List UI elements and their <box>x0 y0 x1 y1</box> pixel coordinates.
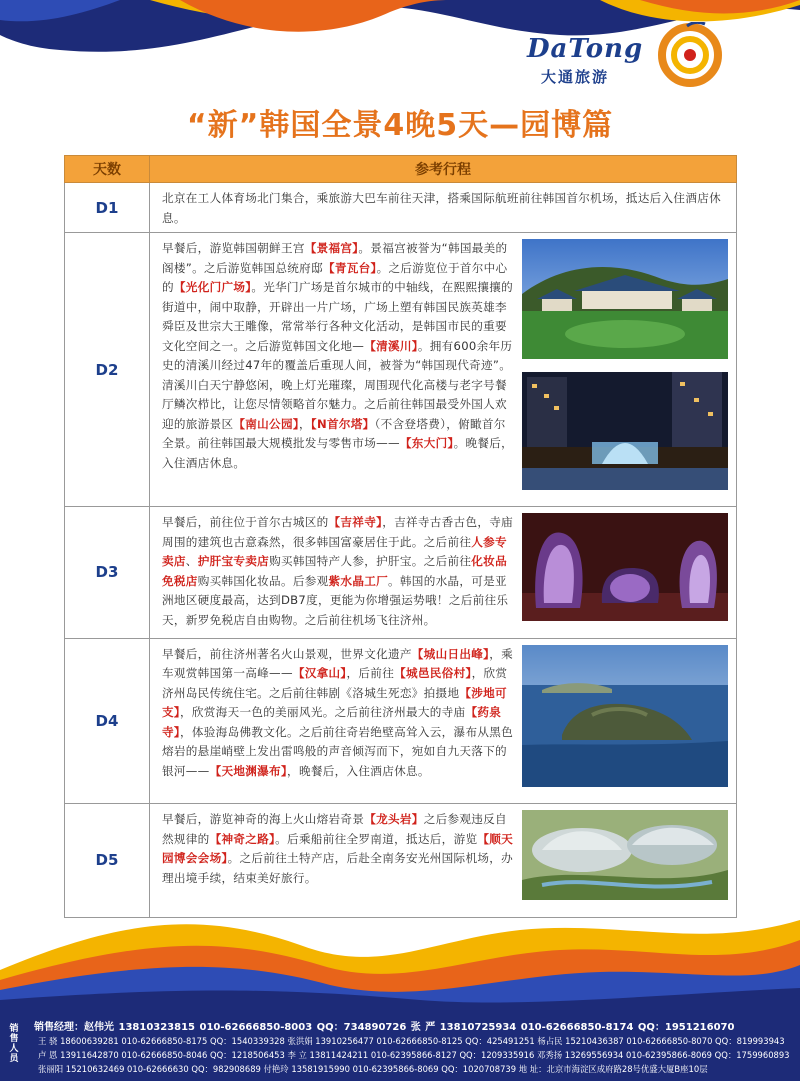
description-text: ，晚餐后，入住酒店休息。 <box>287 763 430 778</box>
seongsan-ilchulbong-photo <box>522 645 728 794</box>
contact-row: 卢 恩 13911642870 010-62666850-8046 QQ：1218506453 李 立 13811424211 010-62395866-8127 QQ：1209335916 邓秀扬 13269556934 010-62395866-8069 QQ：1759960893 <box>38 1050 790 1060</box>
description-text: ，乘车观赏韩国第一高峰—— <box>162 646 514 680</box>
sales-contacts-footer <box>0 1010 800 1081</box>
photo-column <box>522 239 728 502</box>
highlight-attraction: 【东大门】 <box>399 436 454 450</box>
day-description <box>150 233 737 507</box>
highlight-attraction: 人参专卖店 <box>162 534 507 568</box>
highlight-attraction: 【吉祥寺】 <box>328 515 383 529</box>
description-text: ，后前往 <box>346 666 395 680</box>
description-text: ，体验海岛佛教文化。之后前往奇岩绝壁高耸入云，瀑布从黑色熔岩的悬崖峭壁上发出雷鸣般的声音倾泻而下，宛如自九天落下的银河—— <box>162 724 514 778</box>
day-label: D2 <box>65 233 150 507</box>
description-text: 早餐后，游览韩国朝鲜王宫 <box>162 241 305 255</box>
description-text: 购买韩国化妆品。后参观 <box>197 573 329 588</box>
swirl-logo-icon <box>657 22 723 88</box>
day-description <box>150 507 737 639</box>
highlight-attraction: 【顺天园博会会场】 <box>162 831 514 865</box>
highlight-attraction: 【清溪川】 <box>364 338 418 353</box>
description-text: ， <box>298 416 311 431</box>
table-header-row <box>65 156 737 183</box>
header-plan: 参考行程 <box>150 156 737 183</box>
description-text: 。后乘船前往全罗南道，抵达后，游览 <box>275 831 478 846</box>
contact-row: 王 骁 18600639281 010-62666850-8175 QQ：1540339328 张洪娟 13910256477 010-62666850-8125 QQ：425491251 杨占民 15210436387 010-62666850-8070 QQ：819993943 <box>38 1036 785 1046</box>
footer-vertical-label: 销售人员 <box>9 1024 19 1064</box>
garden-expo-photo <box>522 810 728 907</box>
description-text: 北京在工人体育场北门集合，乘旅游大巴车前往天津，搭乘国际航班前往韩国首尔机场，抵达后入住酒店休息。 <box>162 191 722 225</box>
page-title: “新”韩国全景4晚5天—园博篇 <box>186 108 614 143</box>
header-day: 天数 <box>65 156 150 183</box>
photo-column <box>522 513 728 634</box>
description-text: 之后参观违反自然规律的 <box>162 812 507 846</box>
photo-column <box>522 810 728 913</box>
description-text: 早餐后，前往济州著名火山景观，世界文化遗产 <box>162 646 412 661</box>
contact-row: 张丽阳 15210632469 010-62666630 QQ：982908689 付艳玲 13581915990 010-62395866-8069 QQ：1020708739 地 址：北京市海淀区成府路28号优盛大厦B座10层 <box>38 1064 708 1074</box>
highlight-attraction: 【青瓦台】 <box>322 260 377 275</box>
highlight-attraction: 【汉拿山】 <box>292 666 347 680</box>
blue-house-palace-photo <box>522 239 728 366</box>
highlight-attraction: 【涉地可支】 <box>162 685 507 719</box>
itinerary-row-d3 <box>65 507 737 639</box>
description-text: 。之后前往土特产店，后赴全南务安光州国际机场，办理出境手续，结束美好旅行。 <box>162 851 514 885</box>
description-text: 、 <box>185 554 198 568</box>
day-description <box>150 638 737 804</box>
description-text: 。拥有600余年历史的清溪川经过47年的覆盖后重现人间，被誉为“韩国现代奇迹”。清溪川白天宁静悠闲，晚上灯光璀璨，周围现代化高楼与老字号餐厅鳞次栉比，让您尽情领略首尔魅力。之后前往韩国最受外国人欢迎的旅游景区 <box>162 338 513 431</box>
sales-manager-line: 销售经理：赵伟光 13810323815 010-62666850-8003 QQ：734890726 张 严 13810725934 010-62666850-8174 QQ：1951216070 <box>34 1022 735 1033</box>
highlight-attraction: 【药泉寺】 <box>162 705 502 739</box>
highlight-attraction: 【光化门广场】 <box>173 280 252 294</box>
datong-logo <box>527 14 727 94</box>
highlight-attraction: 【城山日出峰】 <box>411 646 490 661</box>
amethyst-crystal-photo <box>522 513 728 628</box>
description-text: 购买韩国特产人参，护肝宝。之后前往 <box>269 554 472 568</box>
highlight-attraction: 【天地渊瀑布】 <box>209 763 288 778</box>
description-text: 早餐后，前往位于首尔古城区的 <box>162 515 329 529</box>
highlight-attraction: 紫水晶工厂 <box>328 573 389 588</box>
description-text: 。之后游览位于首尔中心的 <box>162 260 508 294</box>
contact-rows <box>38 1034 790 1076</box>
day-label: D1 <box>65 183 150 233</box>
description-text: ，吉祥寺古香古色，寺庙周围的建筑也古意森然，很多韩国富豪居住于此。之后前往 <box>162 515 514 549</box>
itinerary-row-d2 <box>65 233 737 507</box>
description-text: 。光华门广场是首尔城市的中轴线，在熙熙攘攘的街道中，闹中取静，开辟出一片广场，广场上塑有韩国民族英雄李舜臣及世宗大王雕像，常常举行各种文化活动，是韩国市民的重要文化空间之一。之后游览韩国文化地— <box>162 280 514 353</box>
description-text: 。景福宫被誉为“韩国最美的阁楼”。之后游览韩国总统府邸 <box>162 241 508 275</box>
day-description <box>150 183 737 233</box>
highlight-attraction: 【南山公园】 <box>233 416 299 431</box>
description-text: 早餐后，游览神奇的海上火山熔岩奇景 <box>162 812 365 826</box>
highlight-attraction: 【N首尔塔】 <box>310 416 375 431</box>
itinerary-row-d4 <box>65 638 737 804</box>
description-text: 。韩国的水晶，可是亚洲地区硬度最高，达到DB7度，更能为你增强运势哦！之后前往乐天，新罗免税店自由购物。之后前往机场飞往济州。 <box>162 573 509 627</box>
highlight-attraction: 【龙头岩】 <box>364 812 424 826</box>
photo-column <box>522 645 728 800</box>
description-text: 。晚餐后，入住酒店休息。 <box>162 436 514 470</box>
day-label: D5 <box>65 804 150 918</box>
itinerary-table <box>64 155 737 918</box>
bottom-wave-decoration <box>0 900 800 1010</box>
logo-brand-text: DaTong <box>527 34 644 64</box>
highlight-attraction: 【神奇之路】 <box>209 831 276 846</box>
highlight-attraction: 【景福宫】 <box>304 241 359 255</box>
highlight-attraction: 化妆品免税店 <box>162 554 507 588</box>
description-text: （不含登塔费），俯瞰首尔全景。前往韩国最大规模批发与零售市场—— <box>162 416 506 450</box>
description-text: ，欣赏海天一色的美丽风光。之后前往济州最大的寺庙 <box>180 705 466 719</box>
day-label: D4 <box>65 638 150 804</box>
description-text: ，欣赏济州岛民传统住宅。之后前往韩剧《洛城生死恋》拍摄地 <box>162 666 508 700</box>
cheonggyecheon-night-photo <box>522 372 728 497</box>
logo-chinese-text: 大通旅游 <box>541 68 610 86</box>
highlight-attraction: 护肝宝专卖店 <box>197 554 270 568</box>
itinerary-row-d1 <box>65 183 737 233</box>
day-label: D3 <box>65 507 150 639</box>
highlight-attraction: 【城邑民俗村】 <box>394 666 472 680</box>
